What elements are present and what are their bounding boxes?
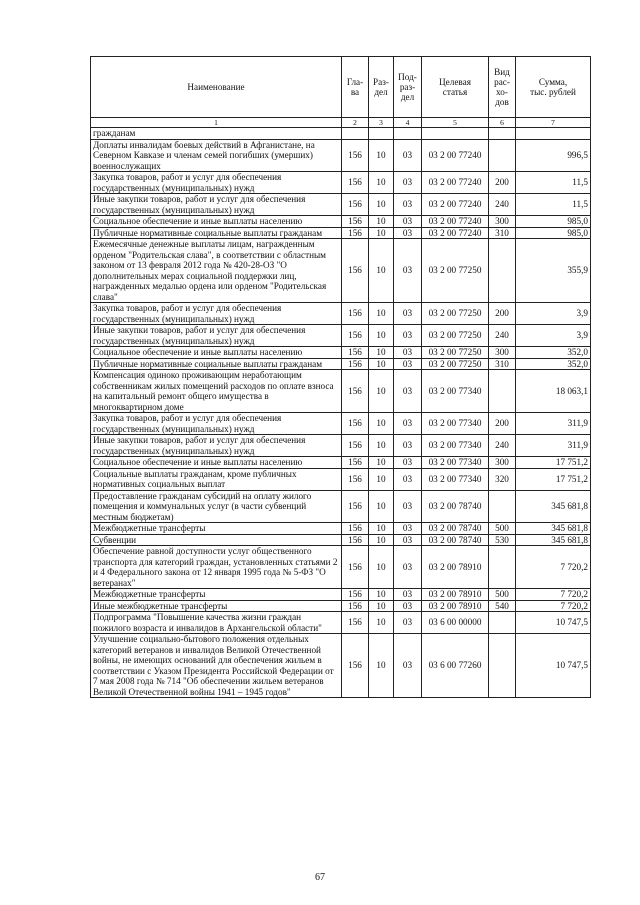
row-vid: 200	[489, 413, 516, 435]
row-target: 03 2 00 77340	[422, 468, 489, 490]
row-target: 03 2 00 77340	[422, 370, 489, 413]
row-glava: 156	[342, 325, 369, 347]
table-row	[91, 546, 591, 589]
row-razdel: 10	[369, 600, 394, 612]
row-name: Улучшение социально-бытового положения отдельных категорий ветеранов и инвалидов Великой Отечественной войны, не имеющих оснований для обеспечения жильем в соответствии с Указом Президента Российской Федерации от 7 мая 2008 года № 714 "Об обеспечении жильем ветеранов Великой Отечественной войны 1941 – 1945 годов"	[91, 634, 342, 698]
row-razdel: 10	[369, 523, 394, 535]
row-target: 03 2 00 78910	[422, 546, 489, 589]
table-row	[91, 216, 591, 228]
row-target: 03 2 00 77240	[422, 139, 489, 172]
row-podrazdel: 03	[394, 546, 422, 589]
row-razdel: 10	[369, 303, 394, 325]
row-sum: 311,9	[516, 435, 591, 457]
row-glava: 156	[342, 194, 369, 216]
row-glava: 156	[342, 490, 369, 523]
row-sum: 10 747,5	[516, 634, 591, 698]
row-target: 03 2 00 77340	[422, 435, 489, 457]
table-row	[91, 128, 591, 140]
column-number: 6	[489, 118, 516, 128]
row-podrazdel: 03	[394, 239, 422, 303]
row-sum: 345 681,8	[516, 534, 591, 546]
row-glava: 156	[342, 435, 369, 457]
row-sum: 7 720,2	[516, 589, 591, 601]
row-vid: 200	[489, 172, 516, 194]
row-target: 03 2 00 77240	[422, 172, 489, 194]
header-name: Наименование	[91, 57, 342, 118]
row-target: 03 2 00 78740	[422, 490, 489, 523]
row-name: Субвенции	[91, 534, 342, 546]
row-name: Предоставление гражданам субсидий на оплату жилого помещения и коммунальных услуг (в части субвенций местным бюджетам)	[91, 490, 342, 523]
row-name: Социальное обеспечение и иные выплаты населению	[91, 347, 342, 359]
row-podrazdel: 03	[394, 358, 422, 370]
row-vid: 320	[489, 468, 516, 490]
row-sum: 7 720,2	[516, 600, 591, 612]
row-razdel: 10	[369, 634, 394, 698]
row-vid: 300	[489, 216, 516, 228]
row-podrazdel: 03	[394, 194, 422, 216]
row-vid: 540	[489, 600, 516, 612]
row-name: Закупка товаров, работ и услуг для обеспечения государственных (муниципальных) нужд	[91, 413, 342, 435]
row-razdel: 10	[369, 413, 394, 435]
row-podrazdel	[394, 128, 422, 140]
row-target: 03 2 00 78910	[422, 589, 489, 601]
row-podrazdel: 03	[394, 227, 422, 239]
row-glava: 156	[342, 589, 369, 601]
row-name: Иные закупки товаров, работ и услуг для обеспечения государственных (муниципальных) нужд	[91, 194, 342, 216]
row-vid	[489, 612, 516, 634]
row-vid: 240	[489, 194, 516, 216]
row-target: 03 2 00 78910	[422, 600, 489, 612]
row-target: 03 2 00 77250	[422, 347, 489, 359]
row-podrazdel: 03	[394, 589, 422, 601]
row-name: Межбюджетные трансферты	[91, 523, 342, 535]
header-glava: Гла- ва	[342, 57, 369, 118]
row-name: Иные закупки товаров, работ и услуг для обеспечения государственных (муниципальных) нужд	[91, 325, 342, 347]
row-sum	[516, 128, 591, 140]
row-glava: 156	[342, 600, 369, 612]
row-glava: 156	[342, 457, 369, 469]
table-row	[91, 468, 591, 490]
row-name: Публичные нормативные социальные выплаты гражданам	[91, 358, 342, 370]
row-sum: 18 063,1	[516, 370, 591, 413]
row-name: Социальное обеспечение и иные выплаты населению	[91, 457, 342, 469]
row-target: 03 2 00 77240	[422, 227, 489, 239]
table-row	[91, 534, 591, 546]
row-name: Публичные нормативные социальные выплаты гражданам	[91, 227, 342, 239]
row-name: Закупка товаров, работ и услуг для обеспечения государственных (муниципальных) нужд	[91, 172, 342, 194]
row-target: 03 2 00 77340	[422, 457, 489, 469]
row-name: Доплаты инвалидам боевых действий в Афганистане, на Северном Кавказе и членам семей погибших (умерших) военнослужащих	[91, 139, 342, 172]
column-number: 4	[394, 118, 422, 128]
row-target: 03 6 00 00000	[422, 612, 489, 634]
row-sum: 3,9	[516, 325, 591, 347]
row-podrazdel: 03	[394, 216, 422, 228]
row-name: Иные межбюджетные трансферты	[91, 600, 342, 612]
row-podrazdel: 03	[394, 172, 422, 194]
table-row	[91, 490, 591, 523]
row-podrazdel: 03	[394, 523, 422, 535]
header-sum: Сумма, тыс. рублей	[516, 57, 591, 118]
row-vid: 310	[489, 358, 516, 370]
table-row	[91, 347, 591, 359]
row-podrazdel: 03	[394, 468, 422, 490]
row-razdel: 10	[369, 490, 394, 523]
table-row	[91, 172, 591, 194]
table-row	[91, 139, 591, 172]
row-glava: 156	[342, 358, 369, 370]
column-number: 7	[516, 118, 591, 128]
row-podrazdel: 03	[394, 139, 422, 172]
budget-page	[90, 56, 590, 698]
header-row	[91, 57, 591, 118]
row-glava: 156	[342, 612, 369, 634]
row-razdel: 10	[369, 589, 394, 601]
row-sum: 11,5	[516, 194, 591, 216]
row-name: Подпрограмма "Повышение качества жизни граждан пожилого возраста и инвалидов в Архангельской области"	[91, 612, 342, 634]
row-razdel: 10	[369, 194, 394, 216]
column-number: 5	[422, 118, 489, 128]
row-podrazdel: 03	[394, 325, 422, 347]
row-sum: 7 720,2	[516, 546, 591, 589]
row-podrazdel: 03	[394, 457, 422, 469]
row-vid: 240	[489, 435, 516, 457]
row-target: 03 2 00 78740	[422, 534, 489, 546]
row-razdel: 10	[369, 358, 394, 370]
row-target: 03 2 00 78740	[422, 523, 489, 535]
row-target: 03 2 00 77340	[422, 413, 489, 435]
table-row	[91, 523, 591, 535]
row-name: Обеспечение равной доступности услуг общественного транспорта для категорий граждан, установленных статьями 2 и 4 Федерального закона от 12 января 1995 года № 5-ФЗ "О ветеранах"	[91, 546, 342, 589]
row-podrazdel: 03	[394, 435, 422, 457]
row-podrazdel: 03	[394, 612, 422, 634]
row-glava: 156	[342, 546, 369, 589]
row-sum: 352,0	[516, 347, 591, 359]
row-vid: 500	[489, 523, 516, 535]
row-target: 03 2 00 77240	[422, 194, 489, 216]
row-sum: 11,5	[516, 172, 591, 194]
table-row	[91, 634, 591, 698]
row-vid: 500	[489, 589, 516, 601]
header-target: Целевая статья	[422, 57, 489, 118]
row-glava: 156	[342, 468, 369, 490]
row-sum: 352,0	[516, 358, 591, 370]
row-sum: 345 681,8	[516, 523, 591, 535]
table-row	[91, 227, 591, 239]
row-sum: 17 751,2	[516, 457, 591, 469]
table-row	[91, 239, 591, 303]
row-name: Иные закупки товаров, работ и услуг для обеспечения государственных (муниципальных) нужд	[91, 435, 342, 457]
row-vid	[489, 128, 516, 140]
table-row	[91, 600, 591, 612]
row-glava: 156	[342, 370, 369, 413]
row-razdel: 10	[369, 325, 394, 347]
row-name: Ежемесячные денежные выплаты лицам, награжденным орденом "Родительская слава", в соответствии с областным законом от 13 февраля 2012 года № 420-28-ОЗ "О дополнительных мерах социальной поддержки лиц, награжденных медалью ордена или орденом "Родительская слава"	[91, 239, 342, 303]
row-glava: 156	[342, 347, 369, 359]
row-glava: 156	[342, 172, 369, 194]
table-row	[91, 325, 591, 347]
header-podrazdel: Под- раз- дел	[394, 57, 422, 118]
budget-table	[90, 56, 591, 698]
table-row	[91, 194, 591, 216]
row-target: 03 2 00 77240	[422, 216, 489, 228]
row-sum: 17 751,2	[516, 468, 591, 490]
row-podrazdel: 03	[394, 600, 422, 612]
row-glava: 156	[342, 227, 369, 239]
table-body	[91, 128, 591, 698]
row-name: Межбюджетные трансферты	[91, 589, 342, 601]
row-razdel: 10	[369, 216, 394, 228]
row-vid: 240	[489, 325, 516, 347]
row-name: Социальные выплаты гражданам, кроме публичных нормативных социальных выплат	[91, 468, 342, 490]
row-razdel: 10	[369, 457, 394, 469]
row-target: 03 2 00 77250	[422, 303, 489, 325]
table-row	[91, 457, 591, 469]
row-podrazdel: 03	[394, 303, 422, 325]
row-sum: 311,9	[516, 413, 591, 435]
row-glava: 156	[342, 534, 369, 546]
row-glava: 156	[342, 303, 369, 325]
row-razdel: 10	[369, 546, 394, 589]
page-number: 67	[315, 872, 325, 883]
row-glava: 156	[342, 413, 369, 435]
row-sum: 996,5	[516, 139, 591, 172]
table-row	[91, 612, 591, 634]
row-target: 03 2 00 77250	[422, 239, 489, 303]
row-podrazdel: 03	[394, 490, 422, 523]
row-podrazdel: 03	[394, 370, 422, 413]
row-podrazdel: 03	[394, 347, 422, 359]
row-razdel	[369, 128, 394, 140]
row-vid: 300	[489, 347, 516, 359]
table-row	[91, 303, 591, 325]
row-razdel: 10	[369, 370, 394, 413]
row-razdel: 10	[369, 534, 394, 546]
row-glava: 156	[342, 523, 369, 535]
table-row	[91, 370, 591, 413]
row-vid	[489, 370, 516, 413]
row-sum: 345 681,8	[516, 490, 591, 523]
row-target: 03 2 00 77250	[422, 325, 489, 347]
row-podrazdel: 03	[394, 634, 422, 698]
row-sum: 985,0	[516, 216, 591, 228]
row-name: Закупка товаров, работ и услуг для обеспечения государственных (муниципальных) нужд	[91, 303, 342, 325]
row-sum: 355,9	[516, 239, 591, 303]
row-glava: 156	[342, 634, 369, 698]
row-sum: 10 747,5	[516, 612, 591, 634]
row-razdel: 10	[369, 612, 394, 634]
row-vid	[489, 634, 516, 698]
row-razdel: 10	[369, 139, 394, 172]
row-name: Социальное обеспечение и иные выплаты населению	[91, 216, 342, 228]
table-row	[91, 435, 591, 457]
row-sum: 3,9	[516, 303, 591, 325]
row-vid: 310	[489, 227, 516, 239]
row-vid: 300	[489, 457, 516, 469]
row-name: гражданам	[91, 128, 342, 140]
row-glava: 156	[342, 139, 369, 172]
row-target: 03 6 00 77260	[422, 634, 489, 698]
row-vid	[489, 139, 516, 172]
row-vid	[489, 490, 516, 523]
row-razdel: 10	[369, 435, 394, 457]
row-razdel: 10	[369, 347, 394, 359]
header-razdel: Раз- дел	[369, 57, 394, 118]
row-podrazdel: 03	[394, 534, 422, 546]
table-row	[91, 589, 591, 601]
column-number: 2	[342, 118, 369, 128]
row-sum: 985,0	[516, 227, 591, 239]
column-number: 1	[91, 118, 342, 128]
table-row	[91, 358, 591, 370]
column-number: 3	[369, 118, 394, 128]
row-name: Компенсация одиноко проживающим неработающим собственникам жилых помещений расходов по оплате взноса на капитальный ремонт общего имущества в многоквартирном доме	[91, 370, 342, 413]
row-razdel: 10	[369, 239, 394, 303]
row-vid: 200	[489, 303, 516, 325]
row-razdel: 10	[369, 172, 394, 194]
row-target: 03 2 00 77250	[422, 358, 489, 370]
row-vid	[489, 239, 516, 303]
column-number-row	[91, 118, 591, 128]
table-row	[91, 413, 591, 435]
row-target	[422, 128, 489, 140]
row-vid	[489, 546, 516, 589]
row-glava: 156	[342, 216, 369, 228]
row-glava: 156	[342, 239, 369, 303]
row-podrazdel: 03	[394, 413, 422, 435]
row-glava	[342, 128, 369, 140]
header-vid: Вид рас- хо- дов	[489, 57, 516, 118]
row-razdel: 10	[369, 468, 394, 490]
row-vid: 530	[489, 534, 516, 546]
row-razdel: 10	[369, 227, 394, 239]
